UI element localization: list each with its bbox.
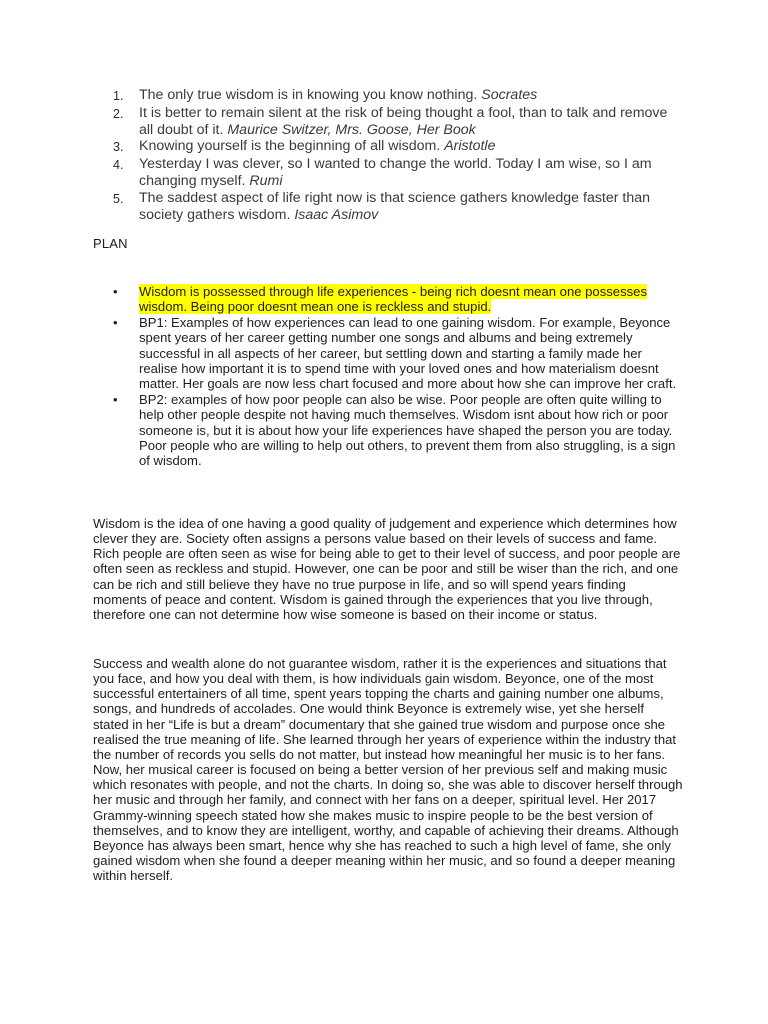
bullet-text: BP2: examples of how poor people can also be wise. Poor people are often quite willing to help other people despite not having much themselves. Wisdom isnt about how rich or poor someone is, but it is about how your life experiences have shaped the person you are today. Poor people who are willing to help out others, to prevent them from also struggling, is a sign of wisdom. <box>139 391 676 469</box>
body-paragraph-intro: Wisdom is the idea of one having a good quality of judgement and experience which determines how clever they are. Society often assigns a persons value based on their levels of success and fame. Rich people are often seen as wise for being able to get to their level of success, and poor people are often seen as reckless and stupid. However, one can be poor and still be wiser than the rich, and one can be rich and still believe they have no true purpose in life, and so will spend years finding moments of peace and content. Wisdom is gained through the experiences that you live through, therefore one can not determine how wise someone is based on their income or status. <box>93 516 681 622</box>
quote-body: Knowing yourself is the beginning of all wisdom. <box>139 138 441 155</box>
highlighted-thesis-text: Wisdom is possessed through life experiences - being rich doesnt mean one possesses wisdom. Being poor doesnt mean one is reckless and stupid. <box>139 284 648 315</box>
quote-item <box>113 156 673 190</box>
quote-text <box>139 138 673 156</box>
quote-body: Yesterday I was clever, so I wanted to change the world. Today I am wise, so I am changing myself. <box>139 156 652 189</box>
plan-bullet-thesis <box>113 284 678 315</box>
plan-heading: PLAN <box>93 236 128 251</box>
quote-text <box>139 105 673 139</box>
bullet-text: BP1: Examples of how experiences can lead to one gaining wisdom. For example, Beyonce spent years of her career getting number one songs and albums and being extremely successful in all aspects of her career, but settling down and starting a family made her realise how important it is to spend time with your loved ones and how materialism doesnt matter. Her goals are now less chart focused and more about how she can improve her craft. <box>139 314 677 392</box>
bullet-marker: • <box>113 314 118 330</box>
list-number: 2. <box>113 106 124 121</box>
quote-item <box>113 190 673 224</box>
body-paragraph-beyonce: Success and wealth alone do not guarantee wisdom, rather it is the experiences and situations that you face, and how you deal with them, is how individuals gain wisdom. Beyonce, one of the most successful entertainers of all time, spent years topping the charts and gaining number one albums, songs, and hundreds of accolades. One would think Beyonce is extremely wise, yet she herself stated in her “Life is but a dream” documentary that she gained true wisdom and purpose once she realised the true meaning of life. She learned through her years of experience within the industry that the number of records you sells do not matter, but instead how meaningful her music is to her fans. Now, her musical career is focused on being a better version of her previous self and making music which resonates with people, and not the charts. In doing so, she was able to discover herself through her music and through her family, and connect with her fans on a deeper, spiritual level. Her 2017 Grammy-winning speech stated how she makes music to inspire people to be the best version of themselves, and to know they are intelligent, worthy, and capable of achieving their dreams. Although Beyonce has always been smart, hence why she has reached to such a high level of fame, she only gained wisdom when she found a deeper meaning within her music, and so found a deeper meaning within herself. <box>93 656 683 884</box>
plan-bullet-list <box>113 284 678 469</box>
bullet-marker: • <box>113 391 118 407</box>
quote-body: It is better to remain silent at the risk of being thought a fool, than to talk and remove all doubt of it. <box>139 104 668 138</box>
quote-body: The only true wisdom is in knowing you know nothing. <box>139 87 478 103</box>
quote-text <box>139 156 673 190</box>
quote-author: Socrates <box>481 87 538 103</box>
quote-author: Isaac Asimov <box>294 206 379 223</box>
quotes-list <box>113 87 673 223</box>
quote-item <box>113 87 673 105</box>
list-number: 3. <box>113 140 124 155</box>
quote-text <box>139 87 673 105</box>
plan-bullet-bp1 <box>113 315 678 392</box>
quote-item <box>113 105 673 139</box>
list-number: 4. <box>113 158 124 173</box>
plan-bullet-bp2 <box>113 392 678 469</box>
bullet-marker: • <box>113 284 118 299</box>
quote-item <box>113 138 673 156</box>
quote-text <box>139 190 673 224</box>
quote-author: Rumi <box>249 172 283 189</box>
quote-body: The saddest aspect of life right now is that science gathers knowledge faster than society gathers wisdom. <box>139 189 651 223</box>
quote-author: Maurice Switzer, Mrs. Goose, Her Book <box>227 121 476 138</box>
quote-author: Aristotle <box>444 138 496 155</box>
list-number: 1. <box>113 89 124 103</box>
list-number: 5. <box>113 191 124 206</box>
